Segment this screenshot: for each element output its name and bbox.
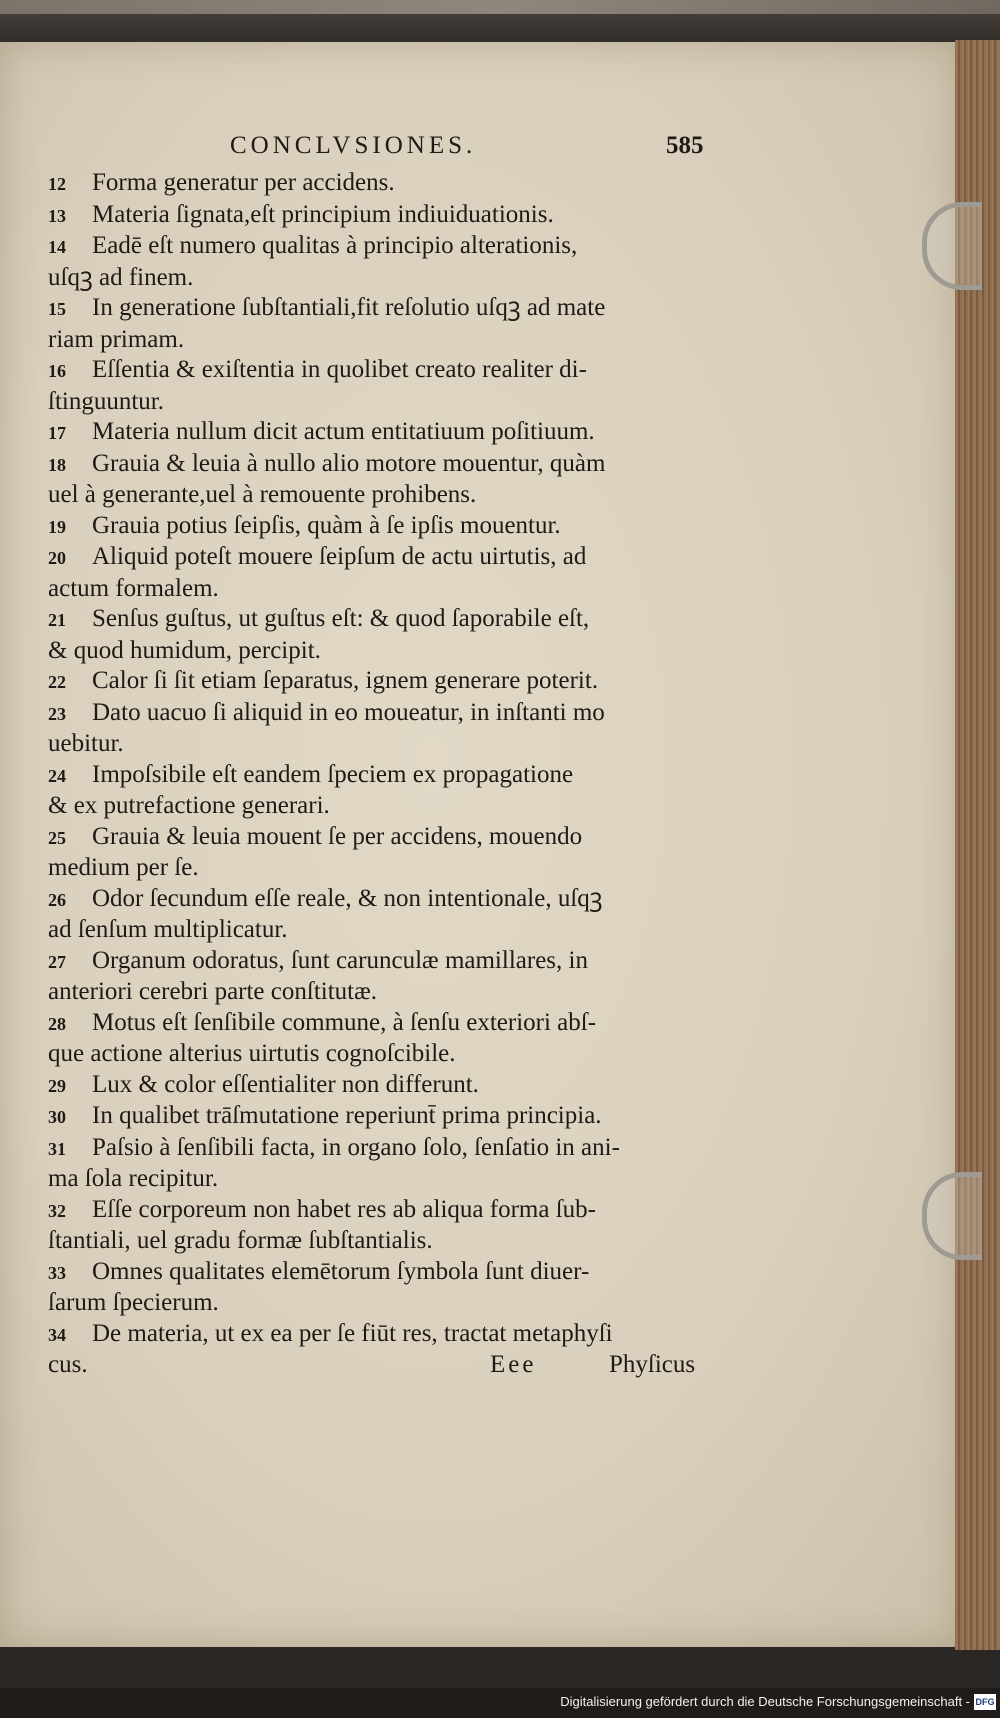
conclusion-text: & ex putrefactione generari. [48,792,330,819]
conclusion-text: De materia, ut ex ea per ſe fiūt res, tractat metaphyſi [92,1319,613,1347]
conclusion-line [48,604,728,636]
conclusion-text: ad ſenſum multiplicatur. [48,916,288,943]
conclusion-line [48,355,728,387]
conclusion-line [48,1257,728,1289]
conclusion-text: Grauia potius ſeipſis, quàm à ſe ipſis mouentur. [92,511,561,539]
conclusion-text: Impoſsibile eſt eandem ſpeciem ex propagatione [92,760,574,788]
scan-top-edge [0,0,1000,48]
conclusion-line [48,1195,728,1227]
conclusion-line [48,168,728,200]
conclusion-line [48,1008,728,1040]
conclusion-text: Aliquid poteſt mouere ſeipſum de actu uirtutis, ad [92,543,587,570]
conclusion-line [48,1319,728,1351]
page-header [48,132,728,168]
conclusion-number: 27 [48,951,66,972]
conclusion-number: 26 [48,889,66,910]
conclusion-text: Eadē eſt numero qualitas à principio alterationis, [92,232,578,259]
conclusion-number: 12 [48,174,66,194]
conclusion-line [48,542,728,574]
conclusion-text: Omnes qualitates elemētorum ſymbola ſunt diuer- [92,1257,590,1285]
conclusion-text: riam primam. [48,325,185,353]
page-footer [48,1350,728,1384]
conclusion-continuation [48,325,728,356]
conclusion-continuation [48,977,728,1008]
conclusion-continuation [48,636,728,667]
digitization-bar [0,1688,1000,1718]
conclusion-text: Materia ſignata,eſt principium indiuiduationis. [92,200,554,228]
conclusion-number: 23 [48,703,66,724]
conclusion-text: uſqꝫ ad finem. [48,263,194,291]
adjacent-page-fold [0,0,1000,14]
conclusion-text: In generatione ſubſtantiali,fit reſolutio uſqꝫ ad mate [92,294,606,321]
printed-text-block [48,132,728,1384]
conclusion-number: 20 [48,548,66,568]
conclusion-number: 18 [48,454,66,475]
conclusion-text: ſtantiali, uel gradu formæ ſubſtantialis. [48,1227,433,1254]
conclusion-text: ſtinguuntur. [48,387,164,415]
conclusion-line [48,231,728,263]
last-line-tail: cus. [48,1351,88,1378]
conclusion-line [48,1070,728,1102]
conclusion-continuation [48,791,728,822]
conclusion-text: In qualibet trāſmutatione reperiunt̄ prima principia. [92,1102,602,1129]
conclusion-number: 29 [48,1075,66,1096]
conclusion-number: 17 [48,423,66,443]
conclusion-text: Forma generatur per accidens. [92,169,395,196]
conclusion-number: 15 [48,299,66,319]
conclusion-number: 14 [48,237,66,257]
conclusion-number: 25 [48,827,66,848]
conclusion-text: Lux & color eſſentialiter non differunt. [92,1070,479,1098]
conclusion-text: Odor ſecundum eſſe reale, & non intentionale, uſqꝫ [92,884,603,912]
signature-mark: Eee [490,1351,537,1378]
conclusion-text: Senſus guſtus, ut guſtus eſt: & quod ſaporabile eſt, [92,605,590,632]
conclusion-line [48,760,728,792]
conclusion-text: medium per ſe. [48,854,199,881]
running-title: CONCLVSIONES. [230,132,477,159]
conclusion-continuation [48,1039,728,1070]
conclusion-continuation [48,574,728,605]
conclusion-text: uebitur. [48,730,124,757]
conclusion-text: ſarum ſpecierum. [48,1289,219,1316]
page-number: 585 [666,132,704,159]
conclusion-number: 24 [48,765,66,786]
conclusion-text: uel à generante,uel à remouente prohibens. [48,481,477,508]
conclusion-line [48,293,728,325]
conclusion-text: Dato uacuo ſi aliquid in eo moueatur, in inſtanti mo [92,698,605,726]
conclusion-text: Organum odoratus, ſunt carunculæ mamillares, in [92,946,588,974]
conclusion-line [48,666,728,698]
conclusion-text: Grauia & leuia mouent ſe per accidens, mouendo [92,822,583,850]
conclusion-number: 33 [48,1262,66,1283]
conclusion-continuation [48,1288,728,1319]
conclusion-text: actum formalem. [48,574,219,602]
conclusion-continuation [48,387,728,418]
conclusion-text: Grauia & leuia à nullo alio motore mouentur, quàm [92,449,606,477]
digitization-note: Digitalisierung gefördert durch die Deutsche Forschungsgemeinschaft - [560,1694,970,1709]
conclusion-continuation [48,480,728,511]
conclusion-number: 32 [48,1200,66,1221]
conclusion-line [48,417,728,449]
conclusion-text: anteriori cerebri parte conſtitutæ. [48,978,378,1005]
conclusion-continuation [48,263,728,294]
conclusion-text: que actione alterius uirtutis cognoſcibile. [48,1040,456,1067]
conclusion-line [48,1133,728,1165]
catchword: Phyſicus [609,1351,696,1378]
conclusion-text: Eſſe corporeum non habet res ab aliqua forma ſub- [92,1195,596,1223]
conclusion-number: 34 [48,1324,66,1345]
conclusion-line [48,200,728,232]
dfg-logo: DFG [974,1694,996,1710]
conclusion-line [48,449,728,481]
conclusion-continuation [48,729,728,760]
conclusion-text: Eſſentia & exiſtentia in quolibet creato realiter di- [92,356,587,383]
conclusion-number: 21 [48,610,66,630]
conclusion-number: 19 [48,516,66,537]
conclusion-continuation [48,915,728,946]
conclusion-number: 30 [48,1107,66,1127]
conclusion-line [48,946,728,978]
conclusion-line [48,1101,728,1133]
conclusion-continuation [48,853,728,884]
conclusion-line [48,884,728,916]
conclusion-number: 16 [48,361,66,381]
conclusion-line [48,511,728,543]
conclusion-line [48,698,728,730]
conclusion-text: Paſsio à ſenſibili facta, in organo ſolo, ſenſatio in ani- [92,1133,620,1161]
conclusion-text: Materia nullum dicit actum entitatiuum poſitiuum. [92,418,595,445]
conclusion-continuation [48,1226,728,1257]
conclusion-text: Motus eſt ſenſibile commune, à ſenſu exteriori abſ- [92,1008,597,1036]
conclusion-number: 28 [48,1013,66,1034]
conclusion-continuation [48,1164,728,1195]
conclusion-text: ma ſola recipitur. [48,1165,219,1192]
conclusion-number: 22 [48,672,66,692]
conclusion-number: 31 [48,1138,66,1159]
conclusion-text: & quod humidum, percipit. [48,636,321,664]
conclusions-list [48,168,728,1350]
conclusion-text: Calor ſi ſit etiam ſeparatus, ignem generare poterit. [92,667,599,694]
conclusion-number: 13 [48,205,66,226]
conclusion-line [48,822,728,854]
